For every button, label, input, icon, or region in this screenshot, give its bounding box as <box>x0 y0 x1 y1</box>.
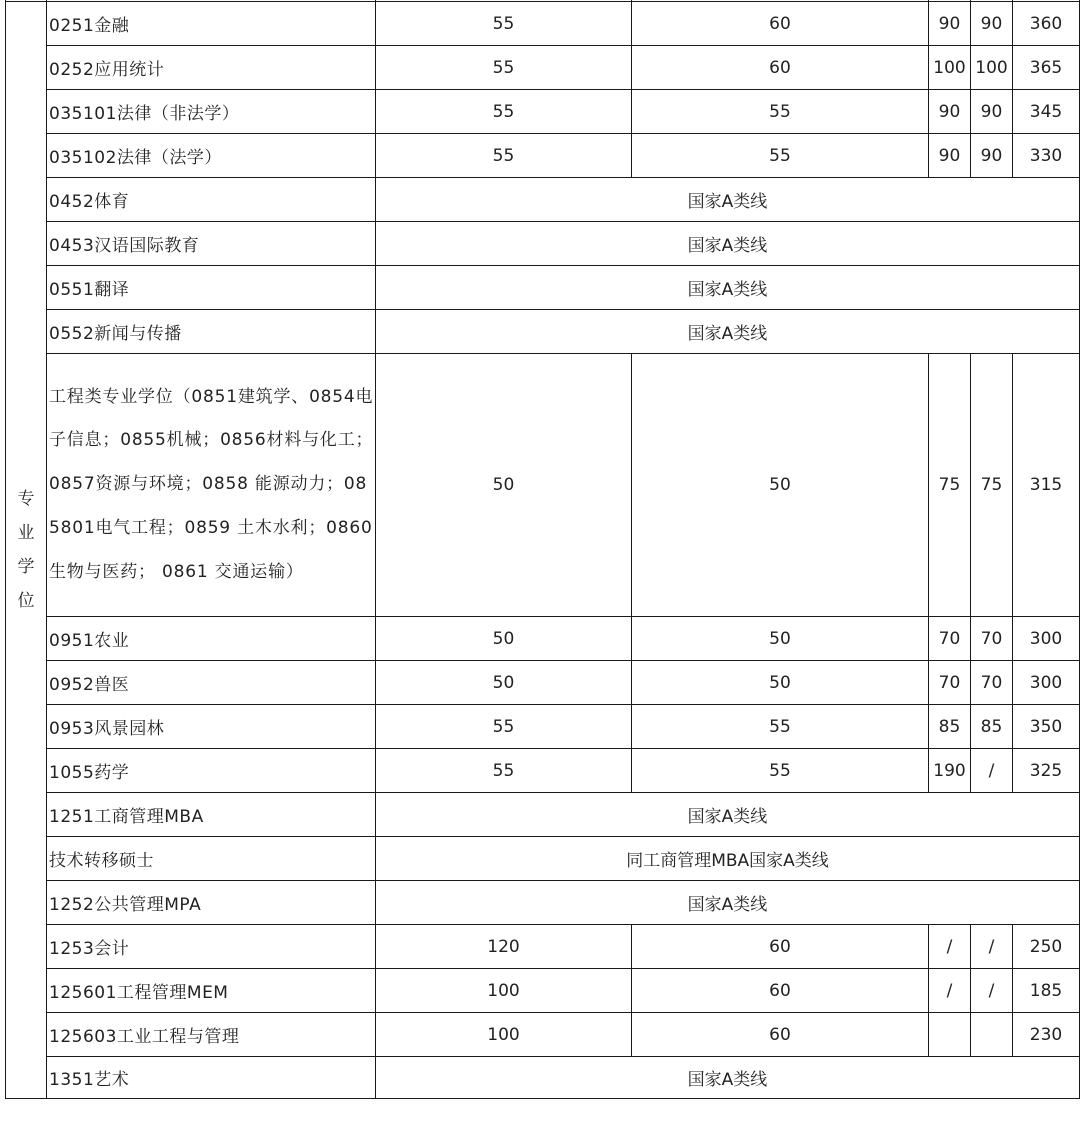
score-total: 360 <box>1013 2 1080 46</box>
score-subject-2: 90 <box>971 134 1013 178</box>
score-language: 60 <box>632 969 929 1013</box>
score-subject-2: / <box>971 925 1013 969</box>
score-total: 230 <box>1013 1013 1080 1057</box>
score-table <box>5 0 1080 1099</box>
merged-score-note: 国家A类线 <box>376 310 1080 354</box>
score-total: 315 <box>1013 354 1080 617</box>
score-subject-1: 90 <box>929 134 971 178</box>
score-total: 330 <box>1013 134 1080 178</box>
major-name: 0953风景园林 <box>47 705 376 749</box>
score-subject-1: 70 <box>929 661 971 705</box>
category-char: 专 <box>17 489 35 509</box>
major-name: 035102法律（法学） <box>47 134 376 178</box>
score-total: 365 <box>1013 46 1080 90</box>
major-name: 1251工商管理MBA <box>47 793 376 837</box>
score-politics: 55 <box>376 2 632 46</box>
score-language: 60 <box>632 925 929 969</box>
merged-score-note: 国家A类线 <box>376 881 1080 925</box>
score-politics: 55 <box>376 46 632 90</box>
table-row <box>6 2 1080 46</box>
score-subject-2: 90 <box>971 2 1013 46</box>
score-subject-1: 85 <box>929 705 971 749</box>
score-language: 60 <box>632 2 929 46</box>
score-politics: 120 <box>376 925 632 969</box>
score-subject-1: 100 <box>929 46 971 90</box>
table-row <box>6 793 1080 837</box>
score-total: 250 <box>1013 925 1080 969</box>
score-subject-2: / <box>971 749 1013 793</box>
major-name: 0552新闻与传播 <box>47 310 376 354</box>
table-row <box>6 46 1080 90</box>
score-total: 300 <box>1013 661 1080 705</box>
category-char: 位 <box>17 591 35 611</box>
score-language: 50 <box>632 354 929 617</box>
score-subject-2: 70 <box>971 617 1013 661</box>
major-name: 125601工程管理MEM <box>47 969 376 1013</box>
score-politics: 55 <box>376 90 632 134</box>
score-language: 60 <box>632 1013 929 1057</box>
merged-score-note: 国家A类线 <box>376 178 1080 222</box>
category-char: 业 <box>17 523 35 543</box>
score-language: 55 <box>632 134 929 178</box>
score-politics: 55 <box>376 705 632 749</box>
table-row <box>6 661 1080 705</box>
score-politics: 50 <box>376 354 632 617</box>
score-language: 55 <box>632 705 929 749</box>
score-subject-2: 85 <box>971 705 1013 749</box>
score-subject-1: 190 <box>929 749 971 793</box>
major-name: 0252应用统计 <box>47 46 376 90</box>
score-subject-1: 75 <box>929 354 971 617</box>
score-total: 185 <box>1013 969 1080 1013</box>
category-char: 学 <box>17 557 35 577</box>
score-language: 60 <box>632 46 929 90</box>
table-row <box>6 881 1080 925</box>
major-name: 125603工业工程与管理 <box>47 1013 376 1057</box>
score-subject-2 <box>971 1013 1013 1057</box>
major-name: 0952兽医 <box>47 661 376 705</box>
score-politics: 55 <box>376 134 632 178</box>
score-subject-2: 75 <box>971 354 1013 617</box>
table-row <box>6 222 1080 266</box>
score-language: 55 <box>632 749 929 793</box>
score-subject-2: 100 <box>971 46 1013 90</box>
merged-score-note: 国家A类线 <box>376 1057 1080 1099</box>
merged-score-note: 国家A类线 <box>376 222 1080 266</box>
score-subject-1: 70 <box>929 617 971 661</box>
major-name: 工程类专业学位（0851建筑学、0854电子信息；0855机械；0856材料与化工；0857资源与环境；0858 能源动力；085801电气工程；0859 土木水利；0860 生物与医药； 0861 交通运输） <box>47 354 376 617</box>
major-name: 0452体育 <box>47 178 376 222</box>
score-subject-1: 90 <box>929 90 971 134</box>
table-row <box>6 1013 1080 1057</box>
score-total: 350 <box>1013 705 1080 749</box>
score-politics: 100 <box>376 1013 632 1057</box>
merged-score-note: 国家A类线 <box>376 266 1080 310</box>
table-row <box>6 134 1080 178</box>
score-politics: 50 <box>376 661 632 705</box>
table-row <box>6 837 1080 881</box>
score-subject-1: 90 <box>929 2 971 46</box>
score-politics: 55 <box>376 749 632 793</box>
major-name: 0551翻译 <box>47 266 376 310</box>
major-name: 1055药学 <box>47 749 376 793</box>
score-language: 55 <box>632 90 929 134</box>
score-subject-2: / <box>971 969 1013 1013</box>
score-total: 300 <box>1013 617 1080 661</box>
score-total: 325 <box>1013 749 1080 793</box>
score-subject-1: / <box>929 969 971 1013</box>
major-name: 1351艺术 <box>47 1057 376 1099</box>
major-name: 1252公共管理MPA <box>47 881 376 925</box>
table-row <box>6 749 1080 793</box>
major-name: 1253会计 <box>47 925 376 969</box>
table-row <box>6 705 1080 749</box>
merged-score-note: 国家A类线 <box>376 793 1080 837</box>
table-row <box>6 178 1080 222</box>
major-name: 035101法律（非法学） <box>47 90 376 134</box>
major-name: 0251金融 <box>47 2 376 46</box>
table-row <box>6 925 1080 969</box>
category-cell <box>6 2 47 1099</box>
table-row <box>6 310 1080 354</box>
major-name: 0951农业 <box>47 617 376 661</box>
score-subject-2: 90 <box>971 90 1013 134</box>
merged-score-note: 同工商管理MBA国家A类线 <box>376 837 1080 881</box>
table-row <box>6 90 1080 134</box>
major-name: 技术转移硕士 <box>47 837 376 881</box>
table-row <box>6 354 1080 617</box>
table-row <box>6 617 1080 661</box>
score-total: 345 <box>1013 90 1080 134</box>
major-name: 0453汉语国际教育 <box>47 222 376 266</box>
table-row <box>6 266 1080 310</box>
table-row <box>6 969 1080 1013</box>
score-language: 50 <box>632 617 929 661</box>
score-politics: 50 <box>376 617 632 661</box>
score-politics: 100 <box>376 969 632 1013</box>
score-language: 50 <box>632 661 929 705</box>
score-subject-1 <box>929 1013 971 1057</box>
table-row <box>6 1057 1080 1099</box>
score-subject-1: / <box>929 925 971 969</box>
score-subject-2: 70 <box>971 661 1013 705</box>
